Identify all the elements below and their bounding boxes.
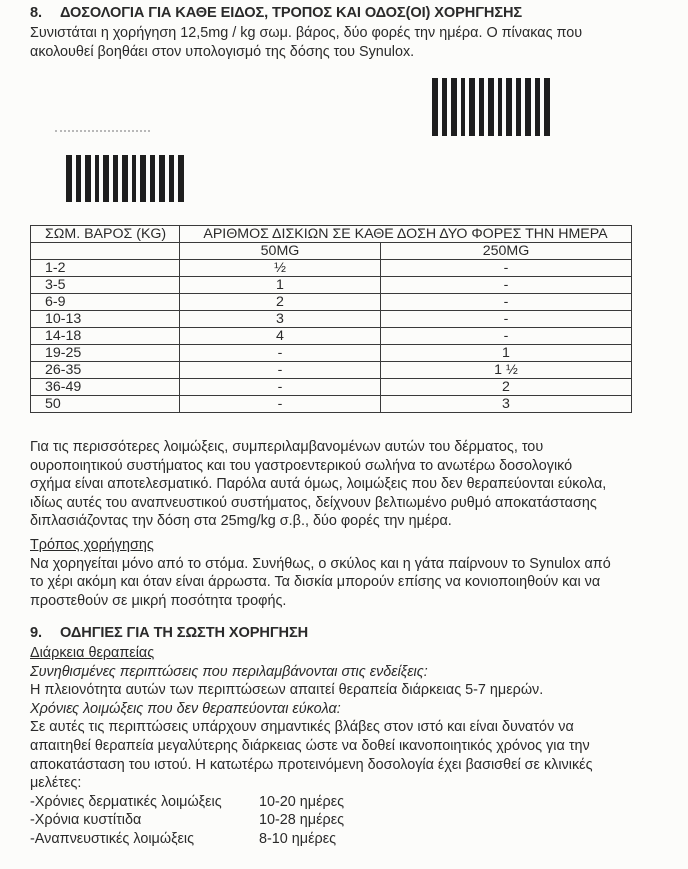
dose-250mg-cell: -: [381, 277, 632, 294]
weight-cell: 1-2: [31, 260, 180, 277]
para-line: Να χορηγείται μόνο από το στόμα. Συνήθως, ο σκύλος και η γάτα παίρνουν το Synulox από: [30, 555, 611, 572]
section-9-title: ΟΔΗΓΙΕΣ ΓΙΑ ΤΗ ΣΩΣΤΗ ΧΟΡΗΓΗΣΗ: [60, 625, 309, 641]
para-line: Για τις περισσότερες λοιμώξεις, συμπεριλαμβανομένων αυτών του δέρματος, του: [30, 439, 544, 455]
section-8-number: 8.: [30, 5, 42, 21]
table-row: [31, 328, 632, 345]
administration-section: [30, 536, 640, 610]
table-row: [31, 311, 632, 328]
table-subheader-row: [31, 243, 632, 260]
section-9-number: 9.: [30, 625, 42, 641]
para-line: προστεθούν σε μικρή ποσότητα τροφής.: [30, 592, 287, 609]
common-cases-title: Συνηθισμένες περιπτώσεις που περιλαμβάνονται στις ενδείξεις:: [30, 663, 428, 680]
section-8-title: ΔΟΣΟΛΟΓΙΑ ΓΙΑ ΚΑΘΕ ΕΙΔΟΣ, ΤΡΟΠΟΣ ΚΑΙ ΟΔΟΣ(ΟΙ) ΧΟΡΗΓΗΣΗΣ: [60, 5, 523, 21]
list-item: [30, 793, 640, 812]
subheader-50mg: 50MG: [180, 243, 381, 260]
weight-cell: 6-9: [31, 294, 180, 311]
duration-value: 10-20 ημέρες: [259, 793, 345, 810]
table-header-row: [31, 226, 632, 243]
subheader-250mg: 250MG: [381, 243, 632, 260]
dose-250mg-cell: -: [381, 294, 632, 311]
section-9-heading: [30, 624, 308, 643]
administration-title: Τρόπος χορήγησης: [30, 537, 154, 553]
weight-cell: 10-13: [31, 311, 180, 328]
para-line: απαιτηθεί θεραπεία μεγαλύτερης διάρκειας ώστε να δοθεί ικανοποιητικός χρόνος για την: [30, 737, 590, 754]
duration-label: -Χρόνια κυστίτιδα: [30, 812, 142, 829]
weight-cell: 36-49: [31, 379, 180, 396]
table-row: [31, 362, 632, 379]
barcode-left: [66, 155, 184, 202]
para-line: ιδίως αυτές του αναπνευστικού συστήματος, δείχνουν βελτιωμένο ρυθμό αποκατάστασης: [30, 494, 597, 511]
para-line: διπλασιάζοντας την δόση στα 25mg/kg σ.β., δύο φορές την ημέρα.: [30, 513, 452, 530]
table-row: [31, 294, 632, 311]
dosage-table: [30, 225, 632, 413]
table-row: [31, 396, 632, 413]
dose-50mg-cell: -: [180, 379, 381, 396]
duration-label: -Αναπνευστικές λοιμώξεις: [30, 830, 195, 847]
dose-250mg-cell: -: [381, 328, 632, 345]
section-9-body: [30, 644, 640, 849]
para-line: το χέρι ακόμη και όταν είναι άρρωστα. Τα δισκία μπορούν επίσης να κονιοποιηθούν και να: [30, 574, 601, 591]
dose-250mg-cell: -: [381, 260, 632, 277]
intro-line-1: Συνιστάται η χορήγηση 12,5mg / kg σωμ. βάρος, δύο φορές την ημέρα. Ο πίνακας που: [30, 25, 583, 41]
section-8-intro: [30, 24, 632, 61]
chronic-title: Χρόνιες λοιμώξεις που δεν θεραπεύονται εύκολα:: [30, 700, 341, 717]
duration-label: -Χρόνιες δερματικές λοιμώξεις: [30, 793, 222, 810]
weight-cell: 3-5: [31, 277, 180, 294]
dose-50mg-cell: 1: [180, 277, 381, 294]
infections-paragraph: [30, 438, 632, 531]
para-line: ουροποιητικού συστήματος και του γαστροεντερικού σωλήνα το ανωτέρω δοσολογικό: [30, 457, 573, 474]
table-row: [31, 379, 632, 396]
dose-250mg-cell: 1 ½: [381, 362, 632, 379]
dose-50mg-cell: -: [180, 345, 381, 362]
barcode-right: [432, 78, 550, 136]
duration-list: [30, 793, 640, 849]
dose-50mg-cell: -: [180, 362, 381, 379]
dose-50mg-cell: -: [180, 396, 381, 413]
table-row: [31, 345, 632, 362]
dose-50mg-cell: ½: [180, 260, 381, 277]
table-row: [31, 277, 632, 294]
header-body-weight: ΣΩΜ. ΒΑΡΟΣ (KG): [31, 226, 180, 243]
weight-cell: 14-18: [31, 328, 180, 345]
weight-cell: 50: [31, 396, 180, 413]
para-line: Σε αυτές τις περιπτώσεις υπάρχουν σημαντικές βλάβες στον ιστό και είναι δυνατόν να: [30, 719, 574, 736]
table-row: [31, 260, 632, 277]
duration-title: Διάρκεια θεραπείας: [30, 645, 155, 661]
intro-line-2: ακολουθεί βοηθάει στον υπολογισμό της δόσης του Synulox.: [30, 43, 415, 60]
para-line: μελέτες:: [30, 775, 82, 792]
dose-250mg-cell: 1: [381, 345, 632, 362]
weight-cell: 26-35: [31, 362, 180, 379]
header-tablets-per-dose: ΑΡΙΘΜΟΣ ΔΙΣΚΙΩΝ ΣΕ ΚΑΘΕ ΔΟΣΗ ΔΥΟ ΦΟΡΕΣ ΤΗΝ ΗΜΕΡΑ: [180, 226, 632, 243]
dose-50mg-cell: 4: [180, 328, 381, 345]
dose-50mg-cell: 2: [180, 294, 381, 311]
para-line: αποκατάσταση του ιστού. Η κατωτέρω προτεινόμενη δοσολογία έχει βασισθεί σε κλινικές: [30, 756, 593, 773]
duration-value: 10-28 ημέρες: [259, 812, 345, 829]
dose-250mg-cell: 2: [381, 379, 632, 396]
list-item: [30, 811, 640, 830]
duration-value: 8-10 ημέρες: [259, 830, 337, 847]
dotted-divider: [55, 130, 150, 132]
dose-50mg-cell: 3: [180, 311, 381, 328]
common-cases-text: Η πλειονότητα αυτών των περιπτώσεων απαιτεί θεραπεία διάρκειας 5-7 ημερών.: [30, 682, 544, 699]
section-8-heading: [30, 4, 522, 23]
weight-cell: 19-25: [31, 345, 180, 362]
dose-250mg-cell: 3: [381, 396, 632, 413]
para-line: σχήμα είναι αποτελεσματικό. Παρόλα αυτά όμως, λοιμώξεις που δεν θεραπεύονται εύκολα,: [30, 476, 607, 493]
list-item: [30, 830, 640, 849]
dose-250mg-cell: -: [381, 311, 632, 328]
